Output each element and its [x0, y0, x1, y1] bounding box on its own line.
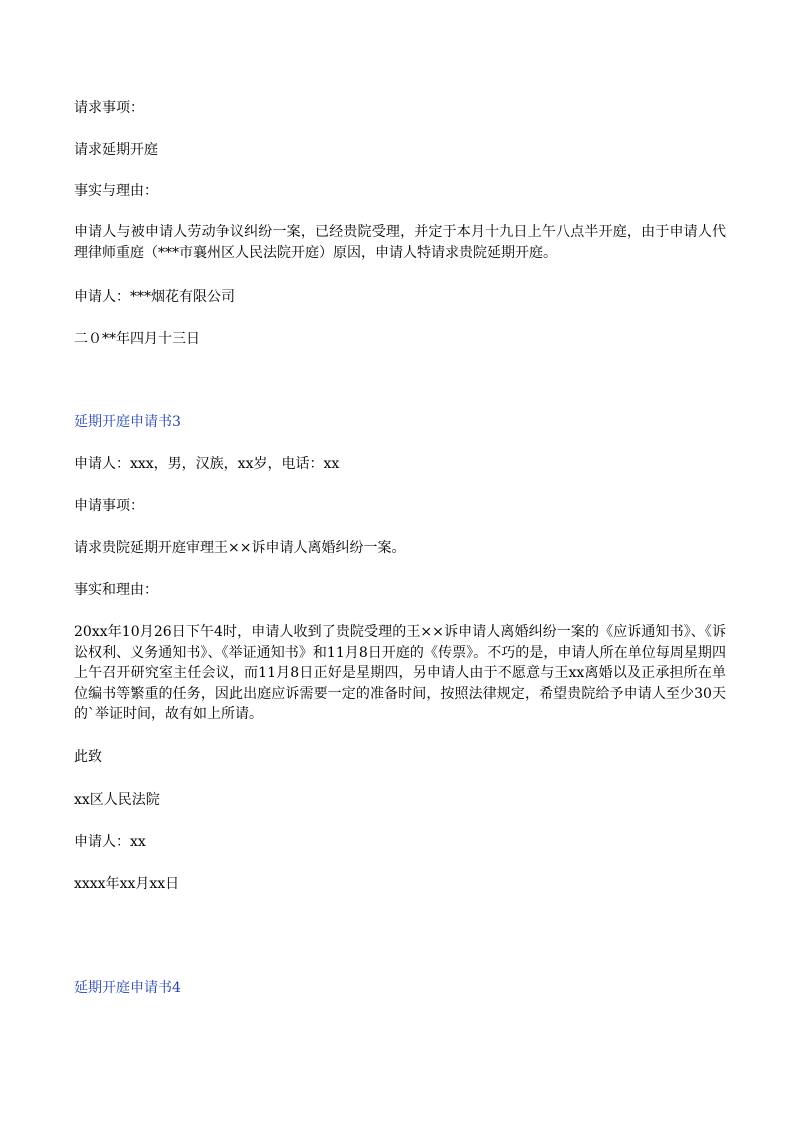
- court-line: xx区人民法院: [74, 792, 160, 808]
- facts-label: 事实和理由：: [74, 582, 158, 598]
- date-line: 二０**年四月十三日: [74, 331, 200, 347]
- facts-paragraph: 申请人与被申请人劳动争议纠纷一案，已经贵院受理，并定于本月十九日上午八点半开庭，由于申请人代理律师重庭（***市襄州区人民法院开庭）原因，申请人特请求贵院延期开庭。: [74, 224, 726, 261]
- section-heading-4: 延期开庭申请书4: [74, 980, 181, 996]
- request-text: 请求贵院延期开庭审理王××诉申请人离婚纠纷一案。: [74, 540, 406, 556]
- facts-label: 事实与理由：: [74, 183, 158, 199]
- facts-paragraph: 20xx年10月26日下午4时，申请人收到了贵院受理的王××诉申请人离婚纠纷一案的《应诉通知书》、《诉讼权利、义务通知书》、《举证通知书》和11月8日开庭的《传票》。不巧的是，申请人所在单位每周星期四上午召开研究室主任会议，而11月8日正好是星期四，另申请人由于不愿意与王xx离婚以及正承担所在单位编书等繁重的任务，因此出庭应诉需要一定的准备时间，按照法律规定，希望贵院给予申请人至少30天的`举证时间，故有如上所请。: [74, 624, 726, 722]
- section-heading-3: 延期开庭申请书3: [74, 414, 181, 430]
- applicant-info-line: 申请人：xxx，男，汉族，xx岁，电话：xx: [74, 456, 340, 472]
- request-label: 申请事项：: [74, 498, 144, 514]
- request-text: 请求延期开庭: [74, 142, 158, 158]
- applicant-line: 申请人：xx: [74, 834, 146, 850]
- request-label: 请求事项：: [74, 100, 144, 116]
- applicant-line: 申请人：***烟花有限公司: [74, 289, 235, 305]
- date-line: xxxx年xx月xx日: [74, 876, 180, 892]
- closing-line: 此致: [74, 749, 102, 765]
